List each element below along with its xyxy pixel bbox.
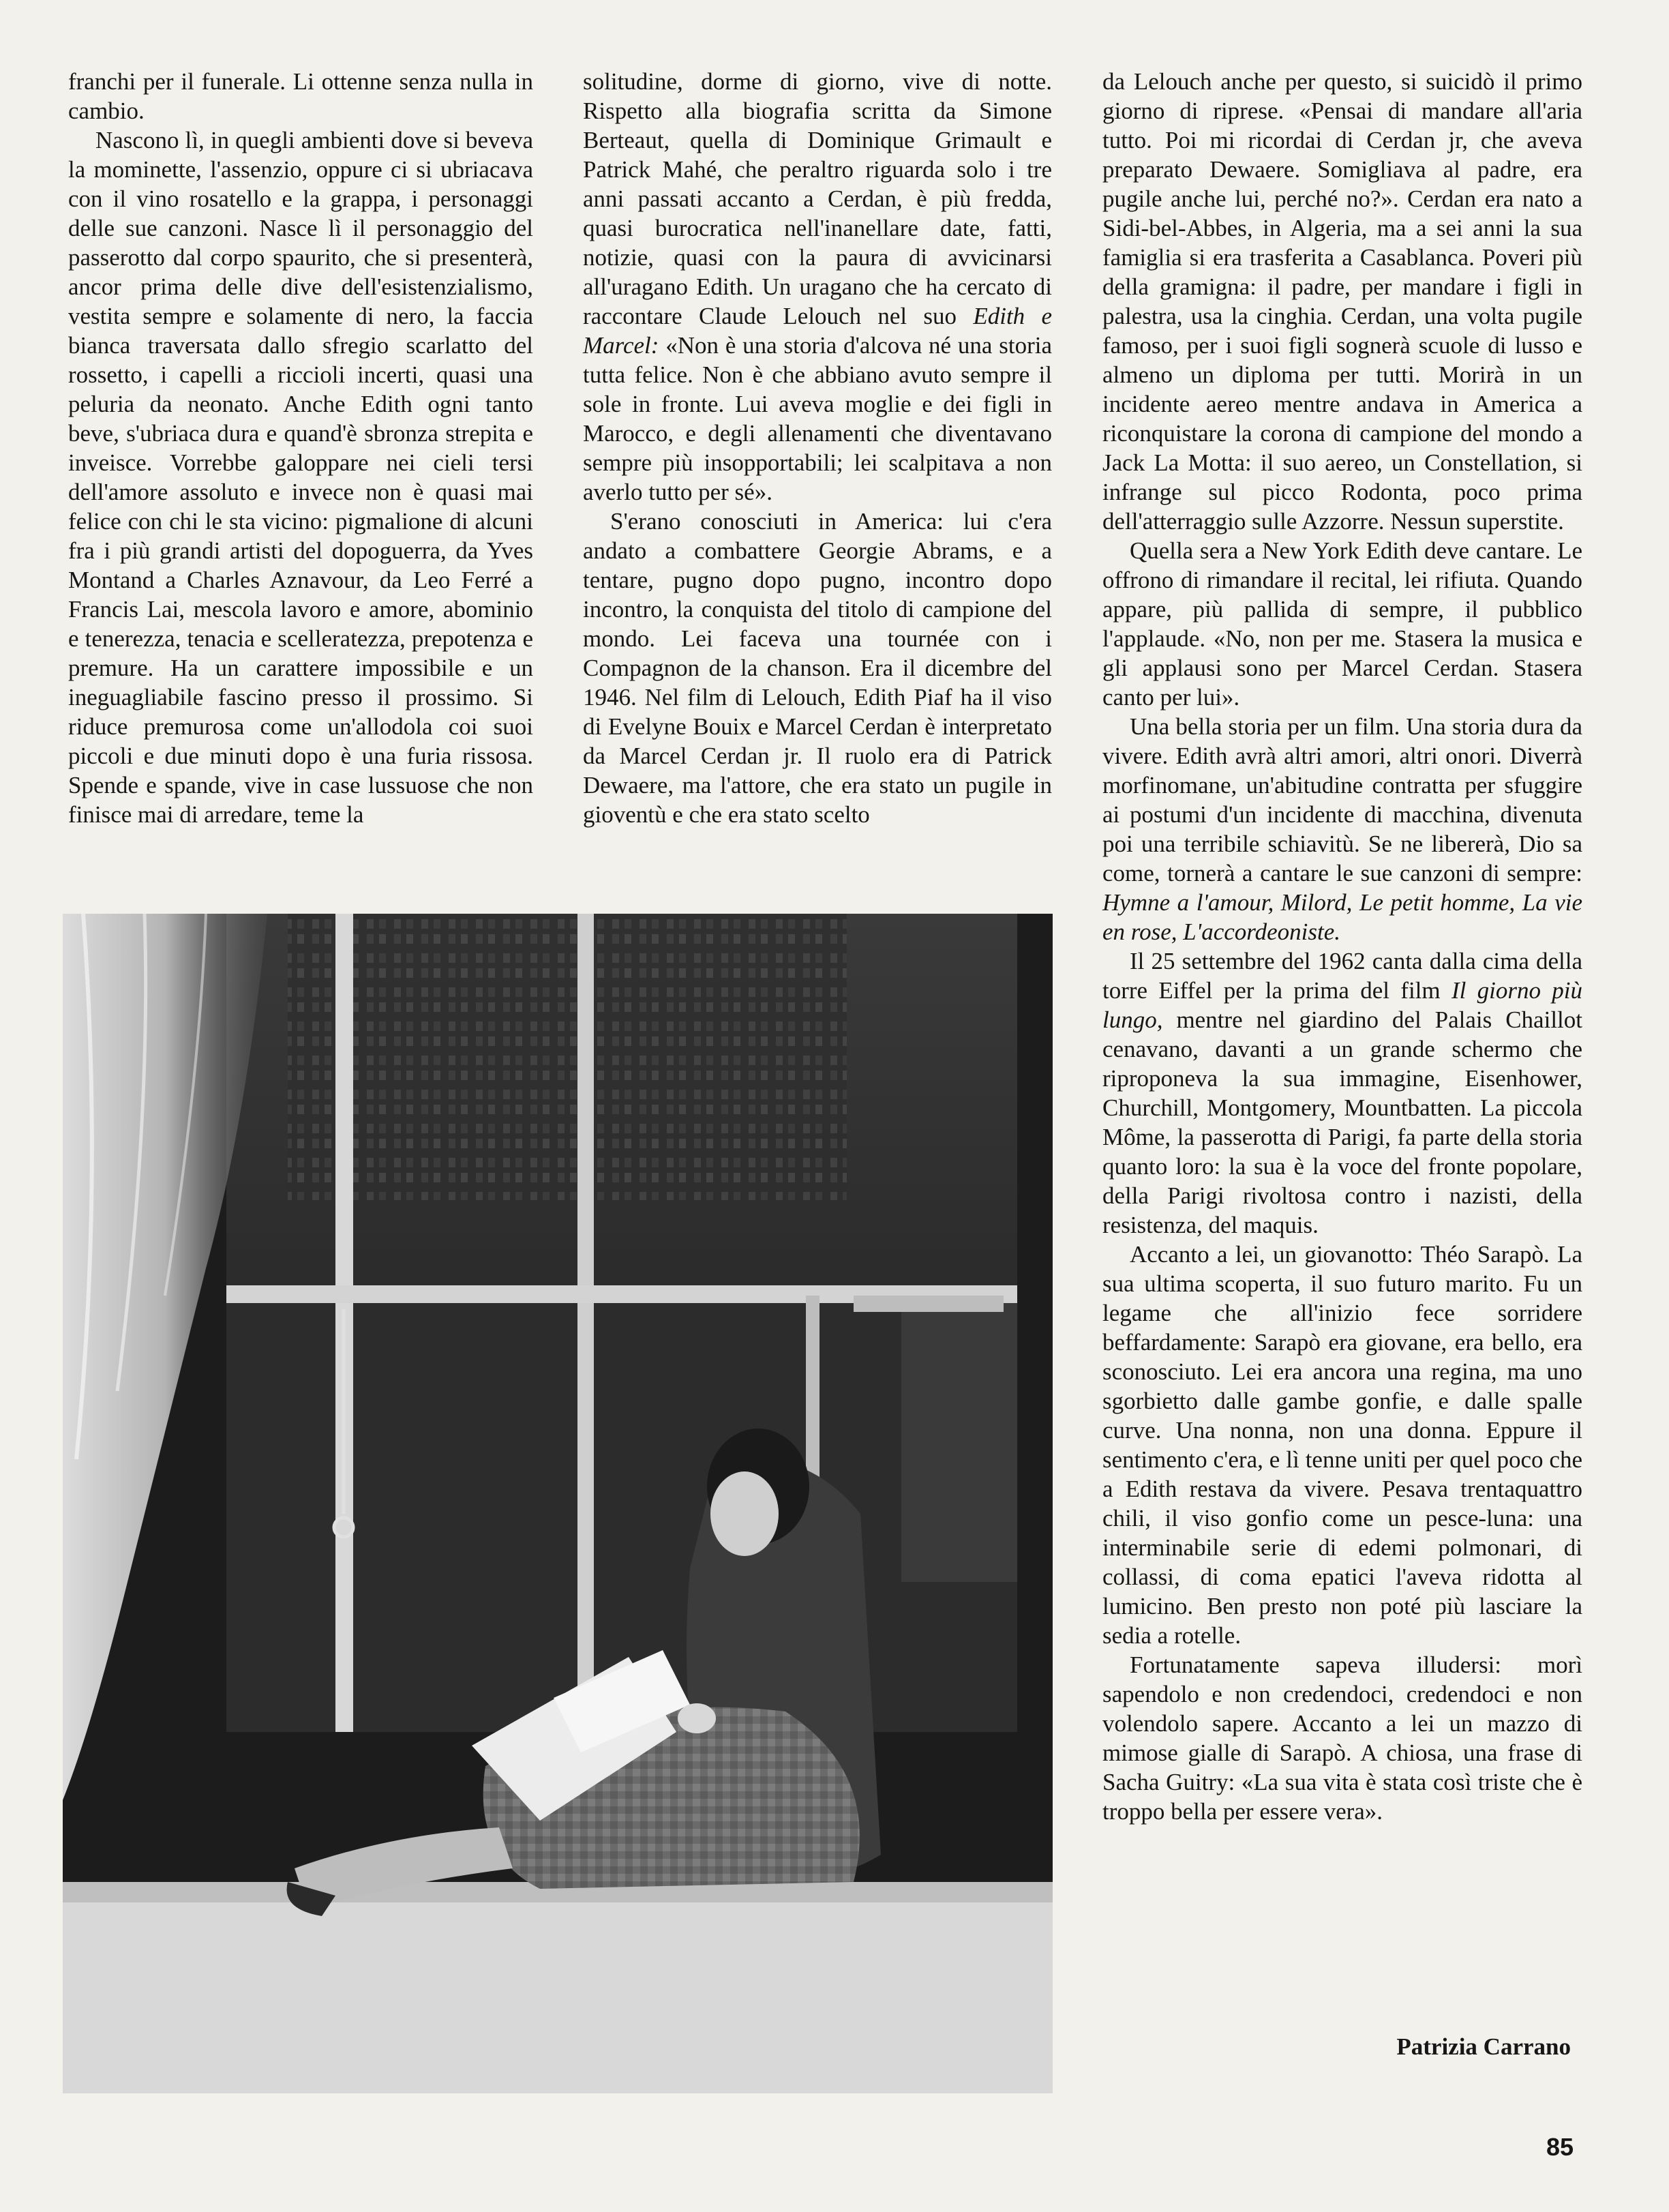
paragraph-text: Una bella storia per un film. Una storia dura da vivere. Edith avrà altri amori, altri onori. Diverrà morfinomane, un'abitudine contratta per sfuggire ai postumi d'un incidente di macchina, divenuta poi una terribile schiavitù. Se ne libererà, Dio sa come, tornerà a cantare le sue canzoni di sempre: — [1102, 713, 1582, 886]
article-column-1 — [68, 67, 533, 885]
film-title: Edith e Marcel: — [583, 303, 1052, 359]
film-title: Il giorno più lungo, — [1102, 977, 1582, 1033]
paragraph: franchi per il funerale. Li ottenne senza nulla in cambio. — [68, 68, 533, 124]
paragraph-text: Il 25 settembre del 1962 canta dalla cima della torre Eiffel per la prima del film — [1102, 948, 1582, 1004]
article-column-2 — [583, 67, 1052, 885]
paragraph — [1102, 712, 1582, 946]
article-column-3 — [1102, 67, 1582, 2112]
photo-illustration — [63, 914, 1053, 2093]
paragraph — [583, 67, 1052, 507]
song-titles: Hymne a l'amour, Milord, Le petit homme, La vie en rose, L'accordeoniste. — [1102, 889, 1582, 945]
paragraph-text: «Non è una storia d'alcova né una storia tutta felice. Non è che abbiano avuto sempre il sole in fronte. Lui aveva moglie e dei figli in Marocco, e degli allenamenti che diventavano sempre più insopportabili; lei scalpitava a non averlo tutto per sé». — [583, 332, 1052, 505]
paragraph-text: mentre nel giardino del Palais Chaillot cenavano, davanti a un grande schermo che riproponeva la sua immagine, Eisenhower, Churchill, Montgomery, Mountbatten. La piccola Môme, la passerotta di Parigi, fa parte della storia quanto loro: la sua è la voce del fronte popolare, della Parigi rivoltosa contro i nazisti, della resistenza, del maquis. — [1102, 1006, 1582, 1238]
page-number: 85 — [1546, 2133, 1574, 2161]
paragraph: da Lelouch anche per questo, si suicidò il primo giorno di riprese. «Pensai di mandare all'aria tutto. Poi mi ricordai di Cerdan jr, che aveva preparato Dewaere. Somigliava al padre, era pugile anche lui, perché no?». Cerdan era nato a Sidi-bel-Abbes, in Algeria, ma a sei anni la sua famiglia si era trasferita a Casablanca. Poveri più della gramigna: il padre, per mandare i figli in palestra, usa la cinghia. Cerdan, una volta pugile famoso, per i suoi figli sognerà scuole di lusso e almeno un diploma per tutti. Morirà in un incidente aereo mentre andava in America a riconquistare la corona di campione del mondo a Jack La Motta: il suo aereo, un Constellation, si infrange sul picco Rodonta, poco prima dell'atterraggio sulle Azzorre. Nessun superstite. — [1102, 68, 1582, 535]
author-byline: Patrizia Carrano — [1396, 2033, 1571, 2060]
photo-edith-at-window — [63, 914, 1053, 2093]
paragraph: Nascono lì, in quegli ambienti dove si beveva la mominette, l'assenzio, oppure ci si ubriacava con il vino rosatello e la grappa, i personaggi delle sue canzoni. Nasce lì il personaggio del passerotto dal corpo spaurito, che si presenterà, ancor prima delle dive dell'esistenzialismo, vestita sempre e solamente di nero, la faccia bianca traversata dallo sfregio scarlatto del rossetto, i capelli a riccioli incerti, quasi una peluria da neonato. Anche Edith ogni tanto beve, s'ubriaca dura e quand'è sbronza strepita e inveisce. Vorrebbe galoppare nei cieli tersi dell'amore assoluto e invece non è quasi mai felice con chi le sta vicino: pigmalione di alcuni fra i più grandi artisti del dopoguerra, da Yves Montand a Charles Aznavour, da Leo Ferré a Francis Lai, mescola lavoro e amore, abominio e tenerezza, tenacia e scelleratezza, prepotenza e premure. Ha un carattere impossibile e un ineguagliabile fascino presso il prossimo. Si riduce premurosa come un'allodola coi suoi piccoli e due minuti dopo è una furia rissosa. Spende e spande, vive in case lussuose che non finisce mai di arredare, teme la — [68, 127, 533, 828]
paragraph: Quella sera a New York Edith deve cantare. Le offrono di rimandare il recital, lei rifiuta. Quando appare, più pallida di sempre, il pubblico l'applaude. «No, non per me. Stasera la musica e gli applausi sono per Marcel Cerdan. Stasera canto per lui». — [1102, 537, 1582, 711]
paragraph: Fortunatamente sapeva illudersi: morì sapendolo e non credendoci, credendoci e non volendolo sapere. Accanto a lei un mazzo di mimose gialle di Sarapò. A chiosa, una frase di Sacha Guitry: «La sua vita è stata così triste che è troppo bella per essere vera». — [1102, 1651, 1582, 1825]
paragraph: S'erano conosciuti in America: lui c'era andato a combattere Georgie Abrams, e a tentare, pugno dopo pugno, incontro dopo incontro, la conquista del titolo di campione del mondo. Lei faceva una tournée con i Compagnon de la chanson. Era il dicembre del 1946. Nel film di Lelouch, Edith Piaf ha il viso di Evelyne Bouix e Marcel Cerdan è interpretato da Marcel Cerdan jr. Il ruolo era di Patrick Dewaere, ma l'attore, che era stato un pugile in gioventù e che era stato scelto — [583, 508, 1052, 828]
paragraph — [1102, 946, 1582, 1240]
paragraph: Accanto a lei, un giovanotto: Théo Sarapò. La sua ultima scoperta, il suo futuro marito. Fu un legame che all'inizio fece sorridere beffardamente: Sarapò era giovane, era bello, era sconosciuto. Lei era ancora una regina, ma uno sgorbietto dalle gambe gonfie, e dalle spalle curve. Una nonna, non una donna. Eppure il sentimento c'era, e lì tenne uniti per quel poco che a Edith restava da vivere. Pesava trentaquattro chili, il viso gonfio come un pesce-luna: una interminabile serie di edemi polmonari, di collassi, di coma epatici l'aveva ridotta al lumicino. Ben presto non poté più lasciare la sedia a rotelle. — [1102, 1241, 1582, 1649]
paragraph-text: solitudine, dorme di giorno, vive di notte. Rispetto alla biografia scritta da Simone Berteaut, quella di Dominique Grimault e Patrick Mahé, che peraltro riguarda solo i tre anni passati accanto a Cerdan, è più fredda, quasi burocratica nell'inanellare date, fatti, notizie, quasi con la paura di avvicinarsi all'uragano Edith. Un uragano che ha cercato di raccontare Claude Lelouch nel suo — [583, 68, 1052, 329]
